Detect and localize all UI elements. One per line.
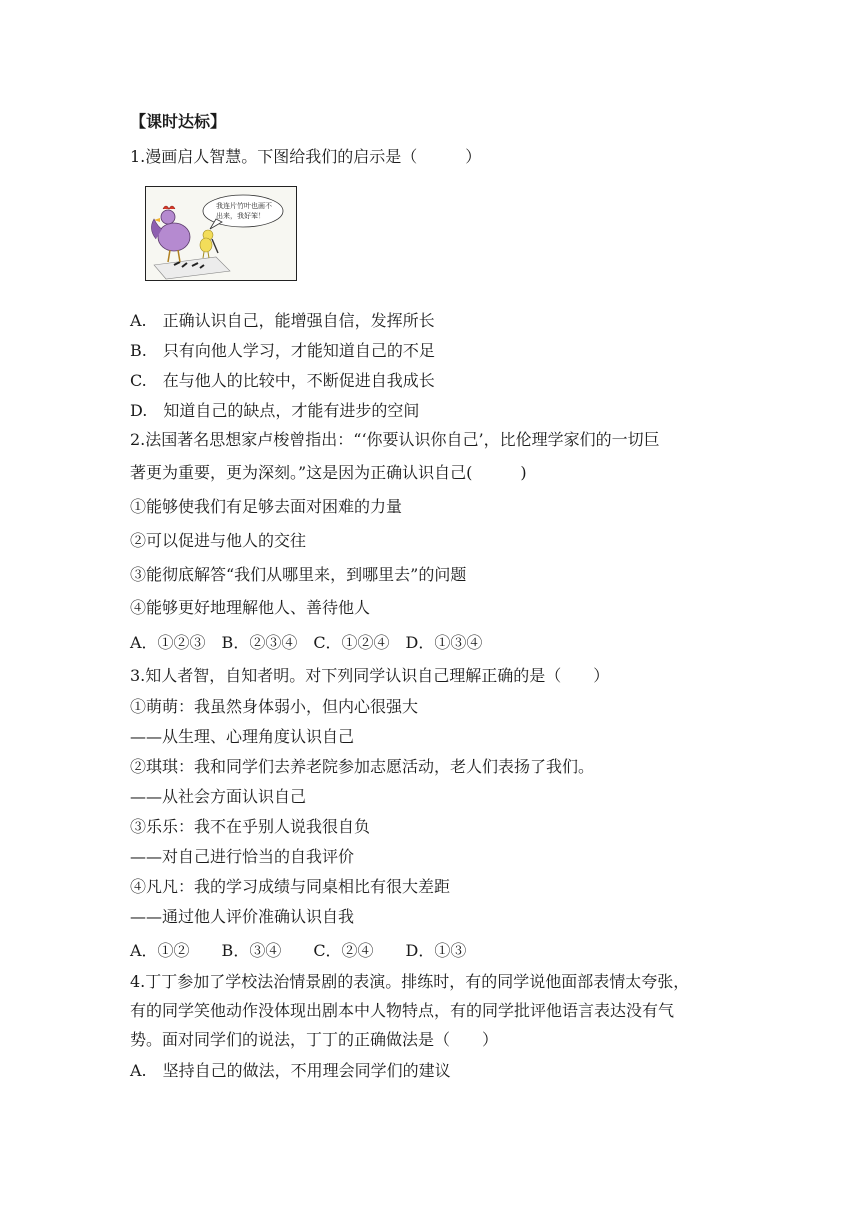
question-4-stem-line-3: 势。面对同学们的说法，丁丁的正确做法是（ ） — [130, 1030, 499, 1049]
question-3-stem: 3.知人者智，自知者明。对下列同学认识自己理解正确的是（ ） — [130, 666, 610, 685]
question-2-stem-line-1: 2.法国著名思想家卢梭曾指出：“‘你要认识你自己’，比伦理学家们的一切巨 — [130, 430, 660, 449]
cartoon-image — [145, 186, 297, 281]
cartoon-drawing — [146, 187, 296, 280]
question-3-item-4-note: ——通过他人评价准确认识自我 — [130, 907, 355, 926]
question-3-item-3: ③乐乐：我不在乎别人说我很自负 — [130, 817, 371, 836]
question-3-item-2-note: ——从社会方面认识自己 — [130, 787, 307, 806]
question-3-item-1-note: ——从生理、心理角度认识自己 — [130, 727, 355, 746]
section-title: 【课时达标】 — [130, 112, 227, 131]
question-2-item-1: ①能够使我们有足够去面对困难的力量 — [130, 497, 403, 516]
question-2-stem-line-2: 著更为重要，更为深刻。”这是因为正确认识自己( ) — [130, 463, 527, 482]
question-3-item-1: ①萌萌：我虽然身体弱小，但内心很强大 — [130, 697, 419, 716]
question-3-answer-choices: A．①② B．③④ C．②④ D．①③ — [130, 941, 467, 960]
cartoon-speech-line-2: 出来，我好笨！ — [216, 212, 265, 220]
cartoon-speech-line-1: 我连片竹叶也画不 — [216, 202, 272, 210]
question-2-item-3: ③能彻底解答“我们从哪里来，到哪里去”的问题 — [130, 565, 467, 584]
question-4-option-a: A. 坚持自己的做法，不用理会同学们的建议 — [130, 1061, 451, 1080]
question-2-answer-choices: A．①②③ B．②③④ C．①②④ D．①③④ — [130, 633, 483, 652]
question-1-option-b: B. 只有向他人学习，才能知道自己的不足 — [130, 341, 435, 360]
question-4-stem-line-1: 4.丁丁参加了学校法治情景剧的表演。排练时，有的同学说他面部表情太夸张， — [130, 972, 690, 991]
question-3-item-4: ④凡凡：我的学习成绩与同桌相比有很大差距 — [130, 877, 451, 896]
question-4-stem-line-2: 有的同学笑他动作没体现出剧本中人物特点，有的同学批评他语言表达没有气 — [130, 1001, 675, 1020]
question-3-item-3-note: ——对自己进行恰当的自我评价 — [130, 847, 355, 866]
question-1-stem: 1.漫画启人智慧。下图给我们的启示是（ ） — [130, 147, 482, 166]
question-1-option-d: D. 知道自己的缺点，才能有进步的空间 — [130, 401, 420, 420]
question-2-item-4: ④能够更好地理解他人、善待他人 — [130, 598, 371, 617]
question-2-item-2: ②可以促进与他人的交往 — [130, 531, 307, 550]
question-1-option-c: C. 在与他人的比较中，不断促进自我成长 — [130, 371, 435, 390]
question-1-option-a: A. 正确认识自己，能增强自信，发挥所长 — [130, 311, 435, 330]
question-3-item-2: ②琪琪：我和同学们去养老院参加志愿活动，老人们表扬了我们。 — [130, 757, 595, 776]
